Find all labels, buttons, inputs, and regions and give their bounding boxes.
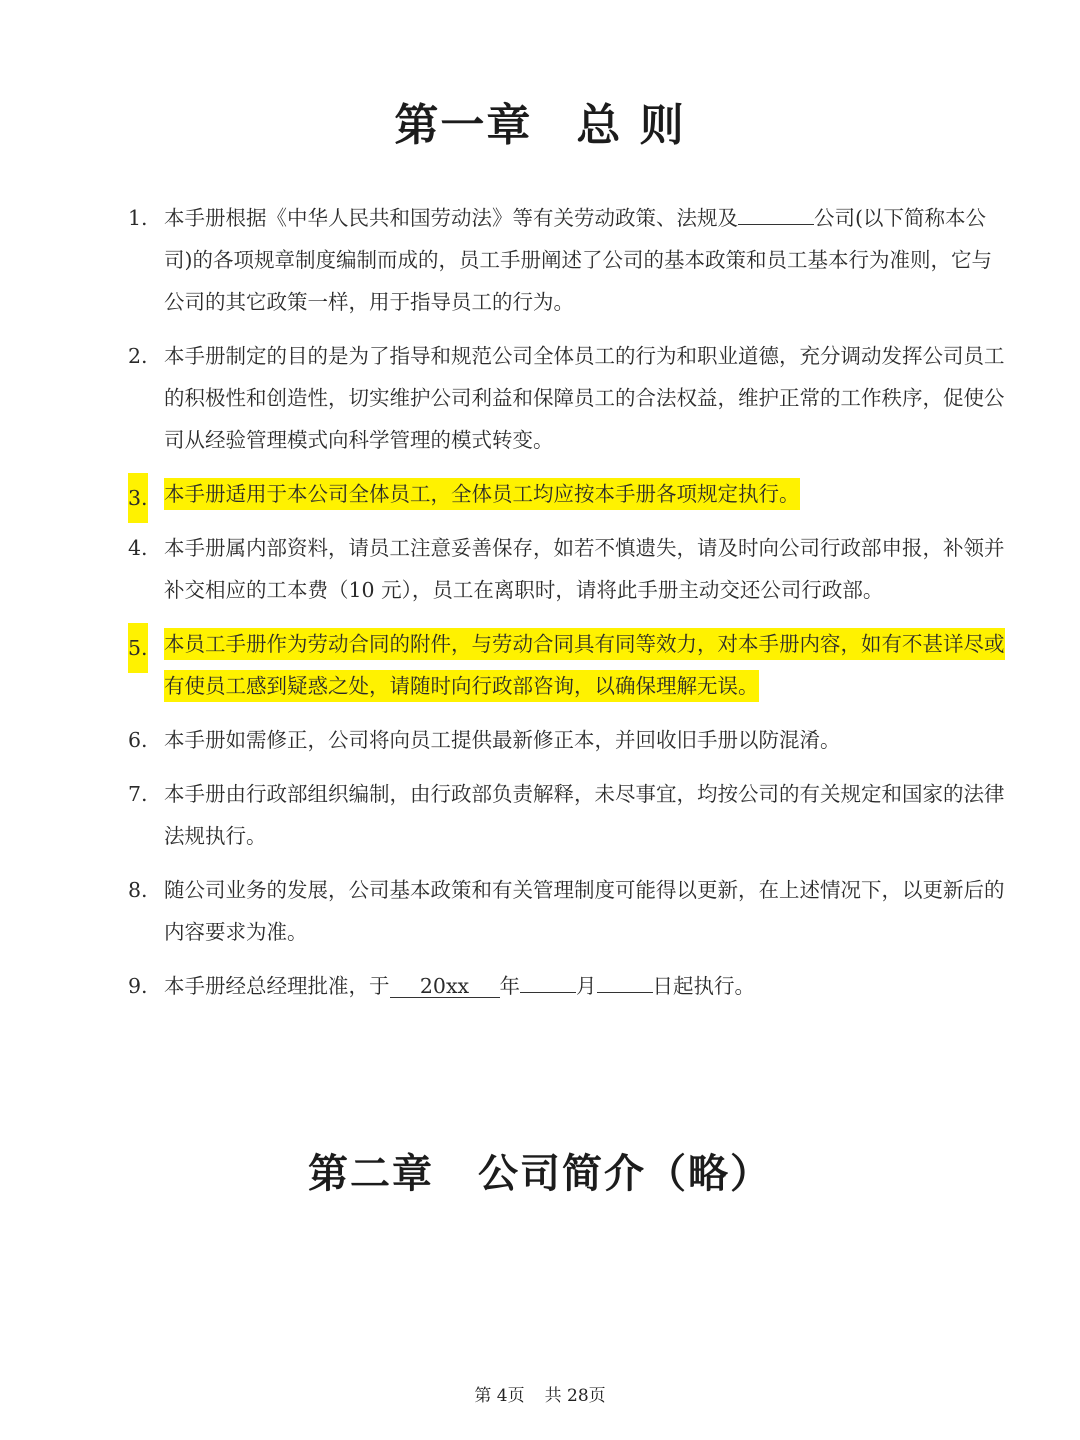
- page-total: 共 28页: [544, 1386, 606, 1406]
- year-blank: 20xx: [390, 975, 500, 998]
- item-number: 9.: [128, 974, 148, 998]
- chapter-2-label: 第二章: [308, 1151, 434, 1197]
- item-text: 本手册根据《中华人民共和国劳动法》等有关劳动政策、法规及: [164, 206, 738, 230]
- item-text: 本手册如需修正，公司将向员工提供最新修正本，并回收旧手册以防混淆。: [164, 728, 841, 752]
- list-item-4: [128, 527, 1008, 611]
- list-item-1: [128, 197, 1008, 323]
- item-text: 本手册制定的目的是为了指导和规范公司全体员工的行为和职业道德，充分调动发挥公司员工的积极性和创造性，切实维护公司利益和保障员工的合法权益，维护正常的工作秩序，促使公司从经验管理模式向科学管理的模式转变。: [164, 344, 1005, 452]
- chapter-1-heading: [0, 96, 1080, 156]
- month-blank: [520, 992, 576, 993]
- item-text: 本手册经总经理批准，于: [164, 974, 390, 998]
- list-item-7: [128, 773, 1008, 857]
- item-text: 本手册适用于本公司全体员工，全体员工均应按本手册各项规定执行。: [164, 478, 800, 510]
- list-item-5-highlighted: [128, 623, 1008, 707]
- item-number: 4.: [128, 536, 148, 560]
- month-label: 月: [576, 974, 597, 998]
- chapter-1-label: 第一章: [394, 100, 533, 151]
- item-number: 2.: [128, 344, 148, 368]
- item-number: 6.: [128, 728, 148, 752]
- item-number: 5.: [128, 623, 148, 673]
- item-text: 本员工手册作为劳动合同的附件，与劳动合同具有同等效力，对本手册内容，如有不甚详尽或有使员工感到疑惑之处，请随时向行政部咨询，以确保理解无误。: [164, 628, 1005, 702]
- item-number: 3.: [128, 473, 148, 523]
- item-text: 随公司业务的发展，公司基本政策和有关管理制度可能得以更新，在上述情况下，以更新后的内容要求为准。: [164, 878, 1005, 944]
- item-text: 本手册属内部资料，请员工注意妥善保存，如若不慎遗失，请及时向公司行政部申报，补领并补交相应的工本费（10 元），员工在离职时，请将此手册主动交还公司行政部。: [164, 536, 1005, 602]
- chapter-2-heading: [0, 1146, 1080, 1202]
- day-blank: [597, 992, 653, 993]
- rules-list: [128, 197, 1008, 1019]
- item-number: 7.: [128, 782, 148, 806]
- item-number: 8.: [128, 878, 148, 902]
- item-number: 1.: [128, 206, 148, 230]
- list-item-8: [128, 869, 1008, 953]
- item-text-cont: 日起执行。: [652, 974, 755, 998]
- list-item-9: [128, 965, 1008, 1007]
- company-name-blank: [738, 224, 814, 225]
- chapter-1-title: 总 则: [576, 100, 686, 151]
- list-item-2: [128, 335, 1008, 461]
- chapter-2-title: 公司简介（略）: [478, 1151, 772, 1197]
- list-item-3-highlighted: [128, 473, 1008, 515]
- year-label: 年: [499, 974, 520, 998]
- item-text: 本手册由行政部组织编制，由行政部负责解释，未尽事宜，均按公司的有关规定和国家的法律法规执行。: [164, 782, 1005, 848]
- item-text-cont: 公司(以下简称本公司)的各项规章制度编制而成的，员工手册阐述了公司的基本政策和员工基本行为准则，它与公司的其它政策一样，用于指导员工的行为。: [164, 206, 992, 314]
- page-number: 第 4页: [474, 1386, 525, 1406]
- list-item-6: [128, 719, 1008, 761]
- page-footer: [0, 1381, 1080, 1406]
